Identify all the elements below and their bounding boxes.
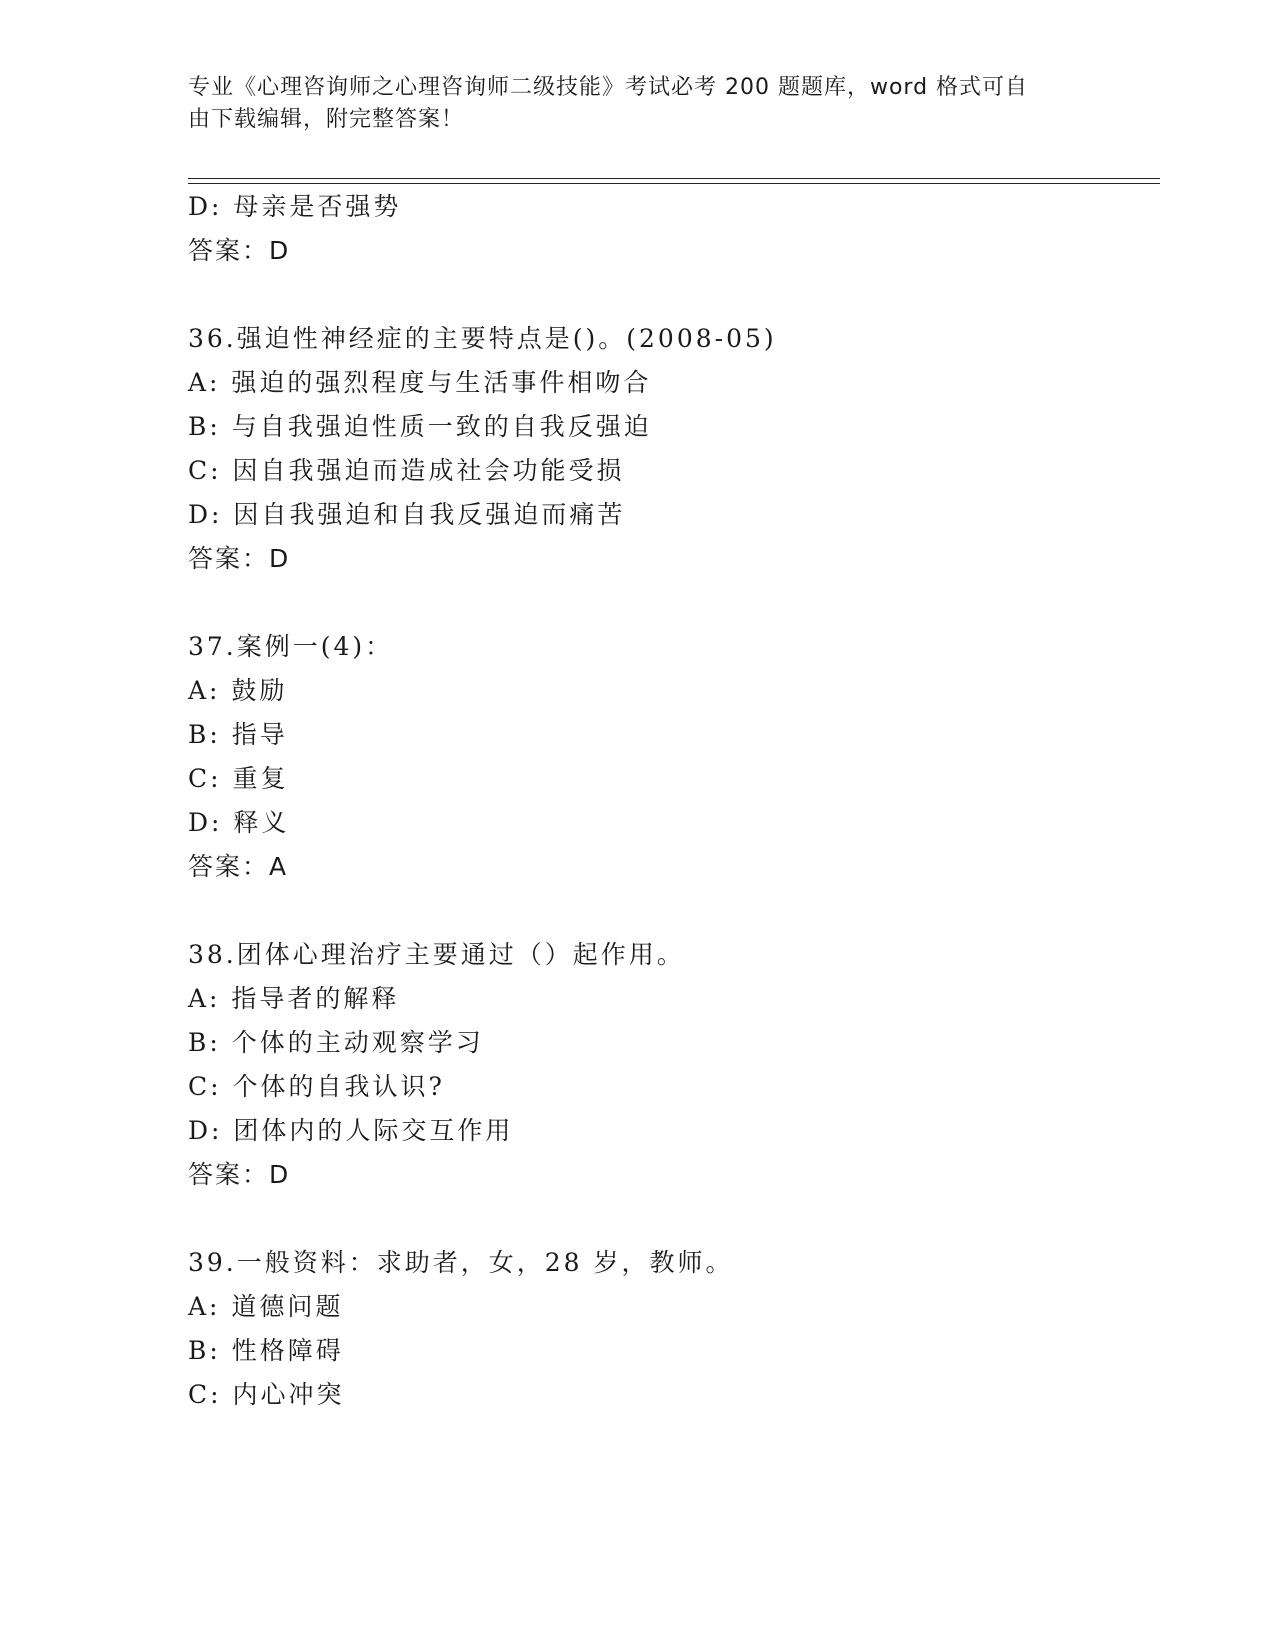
option-line: C: 重复 [188, 764, 289, 793]
option-line: B: 性格障碍 [188, 1336, 344, 1365]
option-line: B: 指导 [188, 720, 288, 749]
header-divider-bottom [188, 183, 1160, 184]
answer-line: 答案：D [188, 236, 291, 265]
answer-line: 答案：D [188, 1160, 291, 1189]
option-line: A: 鼓励 [188, 676, 288, 705]
header-line-1: 专业《心理咨询师之心理咨询师二级技能》考试必考 200 题题库，word 格式可自 [188, 75, 1029, 100]
option-line: C: 个体的自我认识? [188, 1072, 445, 1101]
option-line: B: 个体的主动观察学习 [188, 1028, 484, 1057]
option-line: D: 母亲是否强势 [188, 192, 402, 221]
option-line: A: 指导者的解释 [188, 984, 400, 1013]
option-line: A: 强迫的强烈程度与生活事件相吻合 [188, 368, 652, 397]
question-line: 39.一般资料：求助者，女，28 岁，教师。 [188, 1248, 734, 1277]
header-divider-top [188, 178, 1160, 179]
option-line: D: 因自我强迫和自我反强迫而痛苦 [188, 500, 626, 529]
option-line: C: 内心冲突 [188, 1380, 345, 1409]
option-line: D: 释义 [188, 808, 290, 837]
answer-line: 答案：A [188, 852, 289, 881]
option-line: B: 与自我强迫性质一致的自我反强迫 [188, 412, 652, 441]
header-line-2: 由下载编辑，附完整答案！ [188, 107, 465, 132]
document-header [188, 72, 1068, 136]
question-line: 37.案例一(4)： [188, 632, 394, 661]
option-line: D: 团体内的人际交互作用 [188, 1116, 514, 1145]
option-line: A: 道德问题 [188, 1292, 344, 1321]
question-line: 36.强迫性神经症的主要特点是()。(2008-05) [188, 324, 777, 353]
option-line: C: 因自我强迫而造成社会功能受损 [188, 456, 625, 485]
question-line: 38.团体心理治疗主要通过（）起作用。 [188, 940, 685, 969]
answer-line: 答案：D [188, 544, 291, 573]
